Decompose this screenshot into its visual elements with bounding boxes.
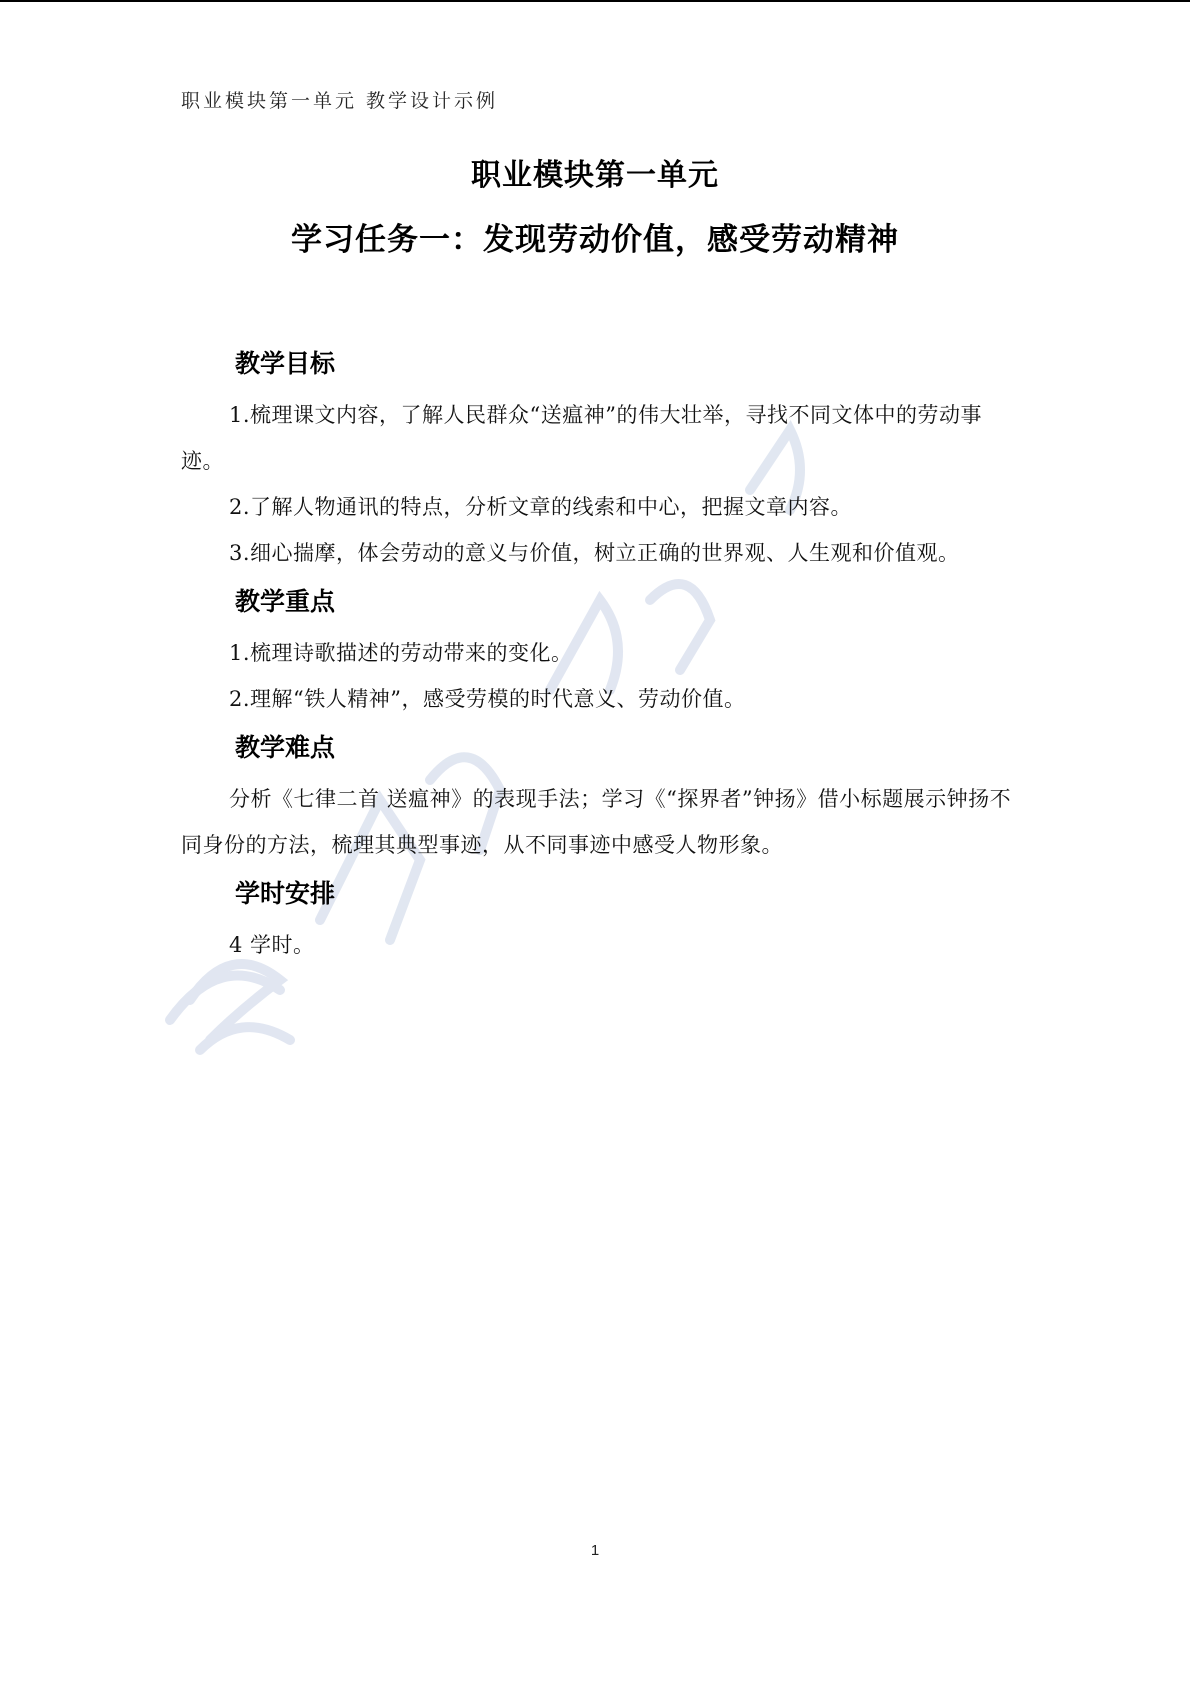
unit-title: 职业模块第一单元 bbox=[471, 158, 719, 193]
paragraph: 分析《七律二首 送瘟神》的表现手法；学习《“探界者”钟扬》借小标题展示钟扬不同身份的方法，梳理其典型事迹，从不同事迹中感受人物形象。 bbox=[181, 787, 1012, 857]
paragraph: 2.了解人物通讯的特点，分析文章的线索和中心，把握文章内容。 bbox=[229, 495, 853, 519]
title-block bbox=[0, 152, 1190, 264]
top-border-line bbox=[0, 0, 1190, 2]
document-body bbox=[181, 344, 1013, 968]
running-header: 职业模块第一单元 教学设计示例 bbox=[181, 90, 499, 112]
section-objectives bbox=[181, 344, 1013, 576]
paragraph: 1.梳理诗歌描述的劳动带来的变化。 bbox=[229, 641, 573, 665]
paragraph: 4 学时。 bbox=[229, 933, 315, 957]
paragraph: 3.细心揣摩，体会劳动的意义与价值，树立正确的世界观、人生观和价值观。 bbox=[229, 541, 960, 565]
task-title: 学习任务一：发现劳动价值，感受劳动精神 bbox=[291, 222, 899, 258]
paragraph: 1.梳理课文内容，了解人民群众“送瘟神”的伟大壮举，寻找不同文体中的劳动事迹。 bbox=[181, 403, 983, 473]
page-number: 1 bbox=[590, 1542, 600, 1559]
section-heading: 教学重点 bbox=[235, 587, 336, 616]
paragraph: 2.理解“铁人精神”，感受劳模的时代意义、劳动价值。 bbox=[229, 687, 746, 711]
section-difficulties bbox=[181, 728, 1013, 868]
section-heading: 教学难点 bbox=[235, 733, 336, 762]
section-schedule bbox=[181, 874, 1013, 968]
section-heading: 学时安排 bbox=[235, 879, 336, 908]
section-key-points bbox=[181, 582, 1013, 722]
section-heading: 教学目标 bbox=[235, 349, 336, 378]
